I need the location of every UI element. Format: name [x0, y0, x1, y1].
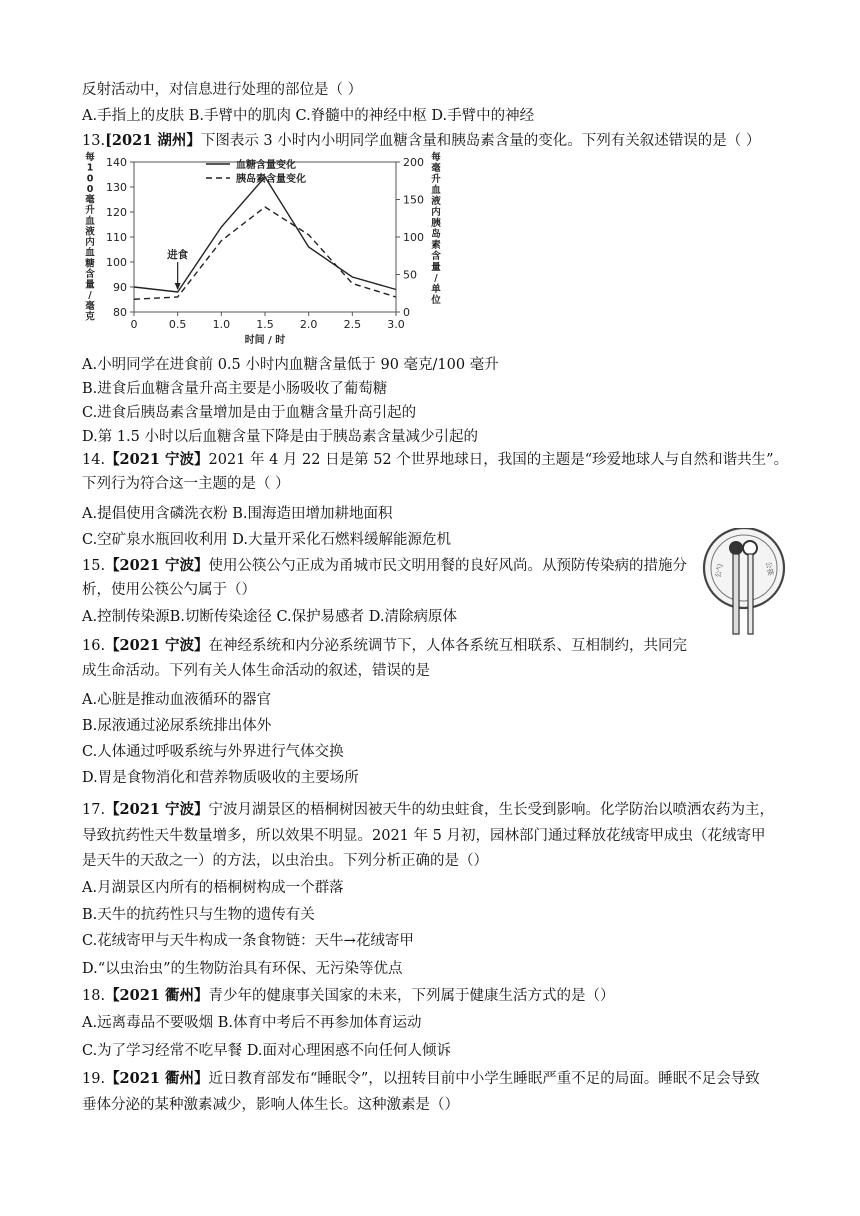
line-text: C.花绒寄甲与天牛构成一条食物链：天牛→花绒寄甲 [82, 933, 414, 949]
y-right-axis-label-char: 素 [431, 240, 441, 251]
text-line [82, 530, 451, 550]
y-right-tick-label: 50 [403, 268, 417, 282]
legend-label: 胰岛素含量变化 [236, 174, 306, 185]
text-line [82, 504, 392, 524]
source-tag: 【2021 宁波】 [105, 801, 209, 818]
text-line [82, 636, 687, 656]
line-text: 青少年的健康事关国家的未来，下列属于健康生活方式的是（） [208, 988, 615, 1004]
line-text: B.进食后血糖含量升高主要是小肠吸收了葡萄糖 [82, 381, 388, 397]
text-line [82, 1069, 760, 1089]
line-text: D.“以虫治虫”的生物防治具有环保、无污染等优点 [82, 961, 403, 977]
y-right-axis-label-char: 单 [431, 284, 441, 295]
legend-label: 血糖含量变化 [236, 160, 296, 171]
text-line [82, 580, 256, 600]
x-tick-label: 1.0 [212, 318, 231, 331]
y-left-axis-label-char: 0 [86, 183, 94, 195]
source-tag: 【2021 宁波】 [105, 451, 209, 468]
y-right-axis-label-char: 每 [431, 152, 441, 163]
x-tick-label: 0 [130, 318, 138, 331]
y-left-tick-label: 140 [106, 156, 127, 169]
y-left-axis-label-char: 0 [86, 173, 94, 185]
y-right-axis-label-char: 毫 [431, 163, 441, 174]
text-line [82, 690, 271, 710]
text-line [82, 474, 290, 494]
text-line [82, 403, 416, 423]
y-right-axis-label-char: 岛 [431, 229, 441, 240]
text-line [82, 1013, 421, 1033]
line-text: 宁波月湖景区的梧桐树因被天牛的幼虫蛀食，生长受到影响。化学防治以喷洒农药为主， [208, 802, 774, 818]
line-text: C.空矿泉水瓶回收利用 D.大量开采化石燃料缓解能源危机 [82, 532, 452, 548]
source-tag: [2021 湖州】 [105, 132, 201, 149]
text-line [82, 851, 488, 871]
x-tick-label: 2.0 [299, 318, 318, 331]
y-right-axis-label-char: 升 [431, 174, 441, 185]
text-line [82, 661, 430, 681]
y-right-axis-label-char: 液 [431, 196, 441, 207]
y-right-axis-label-char: / [434, 273, 438, 284]
text-line [82, 1041, 451, 1061]
text-line [82, 80, 362, 100]
y-right-axis-label-char: 位 [431, 295, 441, 306]
text-line [82, 826, 765, 846]
spoon-label-gongkuai: 公筷 [764, 560, 775, 577]
line-text: A.小明同学在进食前 0.5 小时内血糖含量低于 90 毫克/100 毫升 [82, 357, 499, 373]
y-right-axis-label-char: 量 [431, 262, 441, 273]
y-right-tick-label: 150 [403, 193, 424, 207]
y-left-tick-label: 110 [106, 231, 127, 244]
line-text: A.远离毒品不要吸烟 B.体育中考后不再参加体育运动 [82, 1015, 422, 1031]
y-left-axis-label-char: 液 [85, 226, 95, 238]
line-text: A.月湖景区内所有的梧桐树构成一个群落 [82, 880, 344, 896]
line-text: 析，使用公筷公勺属于（） [82, 582, 256, 598]
line-text: 使用公筷公勺正成为甬城市民文明用餐的良好风尚。从预防传染病的措施分 [208, 558, 687, 574]
line-text: A.控制传染源B.切断传染途径 C.保护易感者 D.清除病原体 [82, 609, 457, 625]
y-left-axis-label-char: 升 [85, 205, 95, 217]
y-left-tick-label: 130 [106, 181, 127, 194]
y-left-axis-label-char: 1 [86, 162, 94, 174]
text-line [82, 450, 788, 470]
y-left-tick-label: 100 [106, 256, 127, 269]
text-line [82, 607, 457, 627]
x-axis-label: 时间 / 时 [244, 335, 286, 346]
y-left-tick-label: 90 [113, 281, 127, 294]
y-left-axis-label-char: 毫 [85, 300, 95, 312]
y-right-axis-label-char: 内 [431, 207, 441, 218]
text-line [82, 716, 271, 736]
y-left-axis-label-char: 糖 [85, 258, 95, 270]
line-text: B.尿液通过泌尿系统排出体外 [82, 718, 272, 734]
text-line [82, 878, 344, 898]
y-left-tick-label: 80 [113, 306, 127, 319]
y-left-axis-label-char: 血 [85, 215, 95, 227]
line-text: C.进食后胰岛素含量增加是由于血糖含量升高引起的 [82, 405, 417, 421]
y-left-axis-label-char: 量 [85, 279, 95, 291]
source-tag: 【2021 宁波】 [105, 557, 209, 574]
line-text: 导致抗药性天牛数量增多，所以效果不明显。2021 年 5 月初，园林部门通过释放花绒寄甲成虫（花绒寄甲 [82, 828, 766, 844]
y-right-axis-label-char: 血 [431, 185, 441, 196]
y-left-axis-label-char: 每 [85, 152, 95, 163]
text-line [82, 131, 760, 151]
question-number: 19. [82, 1071, 106, 1087]
question-number: 13. [82, 133, 106, 149]
line-text: A.心脏是推动血液循环的器官 [82, 692, 272, 708]
line-text: C.人体通过呼吸系统与外界进行气体交换 [82, 744, 344, 760]
line-text: 下列行为符合这一主题的是（ ） [82, 476, 290, 492]
y-left-axis-label-char: 血 [85, 247, 95, 259]
public-chopsticks-spoon-illustration [696, 528, 792, 638]
text-line [82, 742, 344, 762]
y-right-tick-label: 200 [403, 156, 424, 169]
text-line [82, 800, 774, 820]
question-number: 17. [82, 802, 106, 818]
line-text: 近日教育部发布“睡眠令”，以扭转目前中小学生睡眠严重不足的局面。睡眠不足会导致 [208, 1071, 760, 1087]
y-right-tick-label: 100 [403, 231, 424, 244]
line-text: 垂体分泌的某种激素减少，影响人体生长。这种激素是（） [82, 1097, 459, 1113]
y-right-tick-label: 0 [403, 306, 410, 319]
y-right-axis-label-char: 胰 [431, 218, 441, 229]
text-line [82, 768, 359, 788]
line-text: 在神经系统和内分泌系统调节下，人体各系统互相联系、互相制约，共同完 [208, 638, 687, 654]
x-tick-label: 0.5 [168, 318, 187, 331]
text-line [82, 905, 315, 925]
y-left-axis-label-char: / [88, 290, 92, 302]
source-tag: 【2021 衢州】 [105, 987, 209, 1004]
source-tag: 【2021 宁波】 [105, 637, 209, 654]
line-text: 下图表示 3 小时内小明同学血糖含量和胰岛素含量的变化。下列有关叙述错误的是（ ） [200, 133, 761, 149]
y-left-axis-label-char: 克 [85, 311, 95, 323]
spoon-label-gongshao: 公勺 [714, 563, 725, 579]
line-text: 成生命活动。下列有关人体生命活动的叙述，错误的是 [82, 663, 430, 679]
x-tick-label: 3.0 [387, 318, 405, 331]
series-line-0 [134, 177, 396, 292]
question-number: 14. [82, 452, 106, 468]
line-text: 反射活动中，对信息进行处理的部位是（ ） [82, 82, 363, 98]
line-text: 是天牛的天敌之一）的方法，以虫治虫。下列分析正确的是（） [82, 853, 488, 869]
line-text: D.第 1.5 小时以后血糖含量下降是由于胰岛素含量减少引起的 [82, 429, 478, 445]
line-text: B.天牛的抗药性只与生物的遗传有关 [82, 907, 315, 923]
source-tag: 【2021 衢州】 [105, 1070, 209, 1087]
annotation-label: 进食 [167, 249, 189, 261]
text-line [82, 427, 478, 447]
line-text: A.提倡使用含磷洗衣粉 B.围海造田增加耕地面积 [82, 506, 393, 522]
text-line [82, 556, 687, 576]
line-text: D.胃是食物消化和营养物质吸收的主要场所 [82, 770, 359, 786]
text-line [82, 1095, 459, 1115]
y-left-axis-label-char: 含 [85, 268, 95, 280]
question-number: 16. [82, 638, 106, 654]
line-text: 2021 年 4 月 22 日是第 52 个世界地球日，我国的主题是“珍爱地球人与自然和谐共生”。 [208, 452, 789, 468]
text-line [82, 931, 414, 951]
text-line [82, 959, 403, 979]
line-text: C.为了学习经常不吃早餐 D.面对心理困惑不向任何人倾诉 [82, 1043, 452, 1059]
question-number: 18. [82, 988, 106, 1004]
y-right-axis-label-char: 含 [431, 251, 441, 262]
text-line [82, 106, 534, 126]
text-line [82, 379, 387, 399]
line-text: A.手指上的皮肤 B.手臂中的肌肉 C.脊髓中的神经中枢 D.手臂中的神经 [82, 108, 535, 124]
y-left-axis-label-char: 毫 [85, 194, 95, 206]
blood-sugar-insulin-chart [78, 150, 448, 350]
y-left-tick-label: 120 [106, 206, 127, 219]
x-tick-label: 1.5 [256, 318, 274, 331]
text-line [82, 355, 499, 375]
x-tick-label: 2.5 [343, 318, 362, 331]
y-left-axis-label-char: 内 [85, 237, 95, 248]
text-line [82, 986, 614, 1006]
question-number: 15. [82, 558, 106, 574]
